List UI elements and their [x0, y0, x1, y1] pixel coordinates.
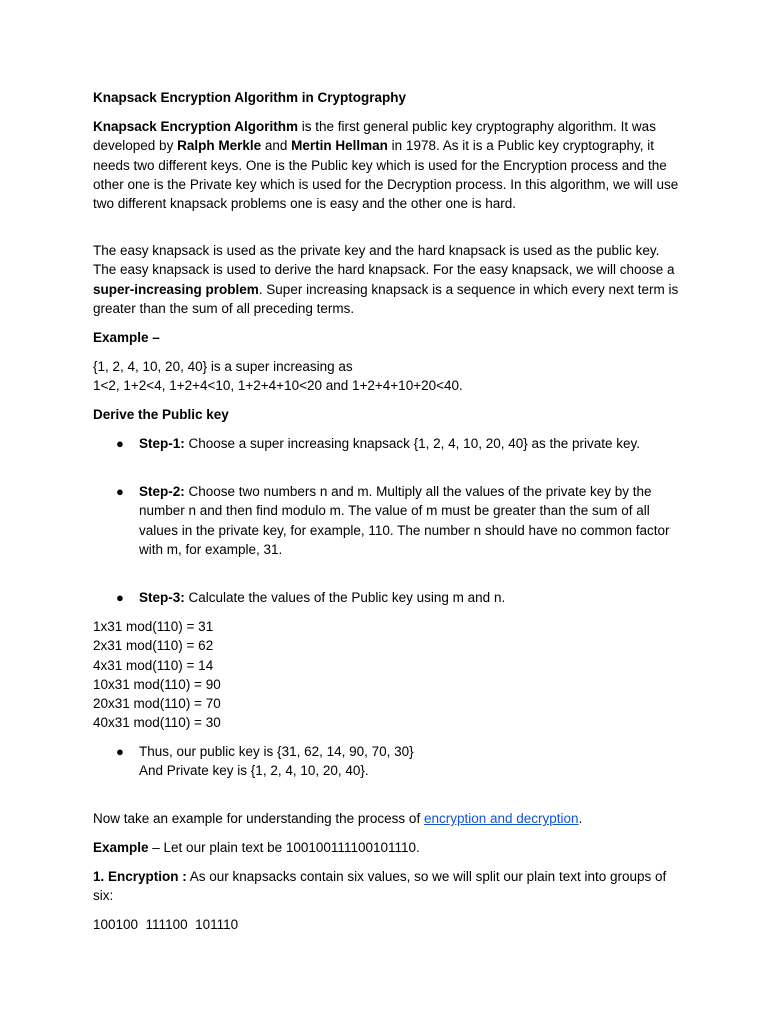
bullet-icon: ● [116, 590, 124, 605]
easy-knapsack-paragraph: The easy knapsack is used as the private key and the hard knapsack is used as the public key. The easy knapsack is used to derive the hard knapsack. For the easy knapsack, we will choose a super-increasing problem. Super increasing knapsack is a sequence in which every next term is greater than the sum of all preceding terms. [93, 243, 679, 316]
key-summary: Thus, our public key is {31, 62, 14, 90, 70, 30} And Private key is {1, 2, 4, 10, 20, 40}. [139, 744, 414, 779]
bullet-icon: ● [116, 484, 124, 499]
bullet-icon: ● [116, 436, 124, 451]
document-title: Knapsack Encryption Algorithm in Cryptography [93, 90, 407, 105]
author-name: Ralph Merkle [177, 138, 262, 154]
plain-text-groups: 100100 111100 101110 [93, 917, 239, 932]
step-3: Step-3: Calculate the values of the Public key using m and n. [139, 590, 506, 605]
super-increasing-term: super-increasing problem [93, 281, 259, 297]
example-body: {1, 2, 4, 10, 20, 40} is a super increasing as 1<2, 1+2<4, 1+2+4<10, 1+2+4+10<20 and 1+2+4+10+20<40. [93, 359, 463, 394]
derive-heading: Derive the Public key [93, 407, 229, 422]
encryption-decryption-link[interactable]: encryption and decryption [423, 811, 579, 826]
intro-paragraph: Knapsack Encryption Algorithm is the first general public key cryptography algorithm. It was developed by Ralph Merkle and Mertin Hellman in 1978. As it is a Public key cryptography, it needs two different keys. One is the Public key which is used for the Encryption process and the other one is the Private key which is used for the Decryption process. In this algorithm, we will use two different knapsack problems one is easy and the other one is hard. [93, 119, 679, 212]
author-name: Mertin Hellman [291, 138, 388, 154]
plain-text-example: Example – Let our plain text be 100100111100101110. [93, 840, 420, 855]
example-heading: Example – [93, 330, 160, 345]
step-1: Step-1: Choose a super increasing knapsack {1, 2, 4, 10, 20, 40} as the private key. [139, 436, 641, 451]
process-intro: Now take an example for understanding the process of encryption and decryption. [93, 811, 583, 826]
encryption-paragraph: 1. Encryption : As our knapsacks contain six values, so we will split our plain text into groups of six: [93, 869, 667, 904]
bullet-icon: ● [116, 744, 124, 759]
algorithm-name: Knapsack Encryption Algorithm [93, 119, 299, 134]
step-2: Step-2: Choose two numbers n and m. Multiply all the values of the private key by the number n and then find modulo m. The value of m must be greater than the sum of all values in the private key, for example, 110. The number n should have no common factor with m, for example, 31. [139, 484, 670, 557]
calculation-lines: 1x31 mod(110) = 31 2x31 mod(110) = 62 4x31 mod(110) = 14 10x31 mod(110) = 90 20x31 mod(110) = 70 40x31 mod(110) = 30 [93, 619, 221, 731]
